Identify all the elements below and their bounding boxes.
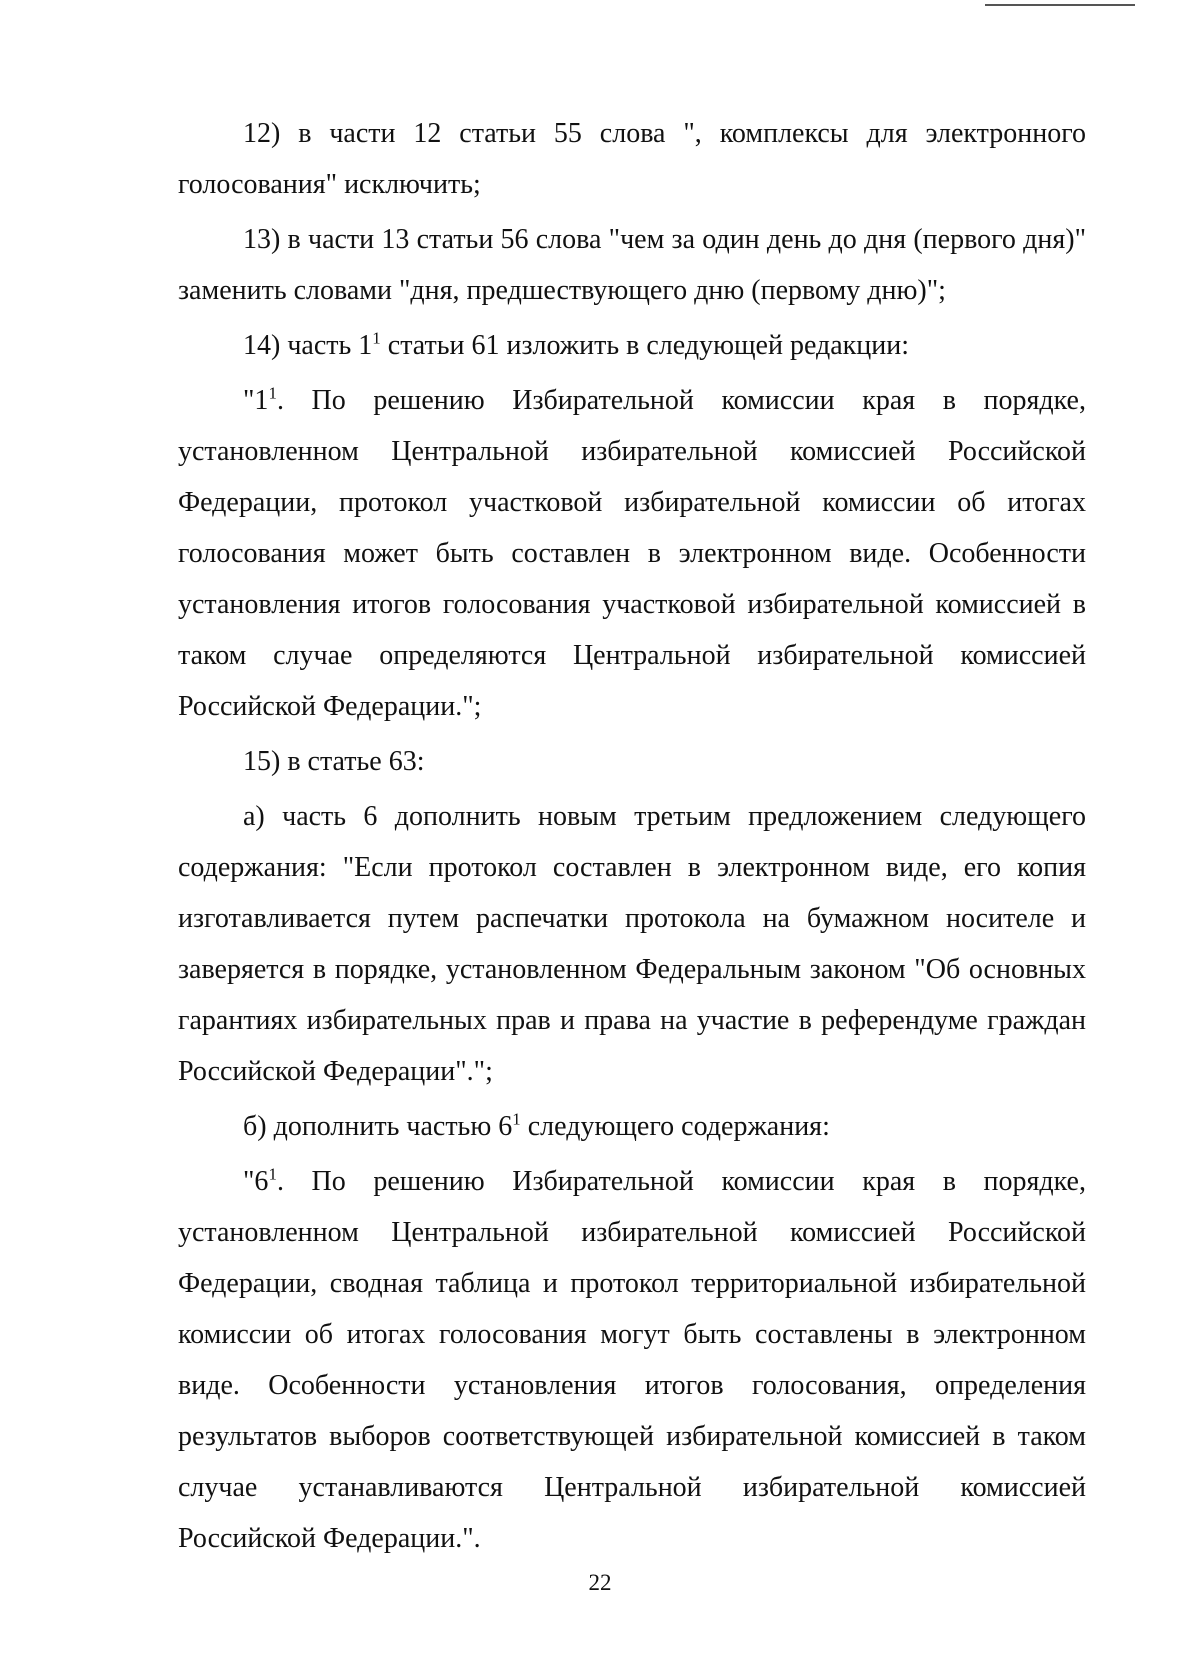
item-15-quote-superscript: 1 — [268, 1164, 277, 1184]
document-body — [178, 108, 1086, 1568]
item-14-quote-superscript: 1 — [268, 383, 277, 403]
item-15-intro-text: 15) в статье 63: — [243, 746, 425, 777]
paragraph-item-15-quote — [178, 1156, 1086, 1564]
paragraph-item-13 — [178, 214, 1086, 316]
item-14-intro-end: статьи 61 изложить в следующей редакции: — [380, 330, 910, 361]
page-number: 22 — [588, 1570, 612, 1595]
paragraph-item-15-sub-b — [178, 1101, 1086, 1152]
item-15-sub-b-end: следующего содержания: — [520, 1111, 830, 1142]
item-12-text: 12) в части 12 статьи 55 слова ", комплексы для электронного голосования" исключить; — [178, 118, 1086, 200]
paragraph-item-14-intro — [178, 320, 1086, 371]
item-15-sub-b-start: б) дополнить частью 6 — [243, 1111, 513, 1142]
item-15-sub-b-superscript: 1 — [512, 1109, 521, 1129]
item-15-quote-start: "6 — [243, 1166, 269, 1197]
paragraph-item-14-quote — [178, 375, 1086, 732]
item-13-text: 13) в части 13 статьи 56 слова "чем за один день до дня (первого дня)" заменить словами "дня, предшествующего дню (первому дню)"; — [178, 224, 1086, 306]
top-edge-rule — [985, 4, 1135, 6]
paragraph-item-15-sub-a — [178, 791, 1086, 1097]
item-14-intro-start: 14) часть 1 — [243, 330, 373, 361]
item-14-quote-start: "1 — [243, 385, 269, 416]
item-14-quote-body: . По решению Избирательной комиссии края в порядке, установленном Центральной избирательной комиссией Российской Федерации, протокол участковой избирательной комиссии об итогах голосования может быть составлен в электронном виде. Особенности установления итогов голосования участковой избирательной комиссией в таком случае определяются Центральной избирательной комиссией Российской Федерации."; — [178, 385, 1086, 722]
paragraph-item-12 — [178, 108, 1086, 210]
item-15-sub-a-text: а) часть 6 дополнить новым третьим предложением следующего содержания: "Если протокол составлен в электронном виде, его копия изготавливается путем распечатки протокола на бумажном носителе и заверяется в порядке, установленном Федеральным законом "Об основных гарантиях избирательных прав и права на участие в референдуме граждан Российской Федерации"."; — [178, 801, 1086, 1087]
item-15-quote-body: . По решению Избирательной комиссии края в порядке, установленном Центральной избирательной комиссией Российской Федерации, сводная таблица и протокол территориальной избирательной комиссии об итогах голосования могут быть составлены в электронном виде. Особенности установления итогов голосования, определения результатов выборов соответствующей избирательной комиссией в таком случае устанавливаются Центральной избирательной комиссией Российской Федерации.". — [178, 1166, 1086, 1554]
paragraph-item-15-intro — [178, 736, 1086, 787]
item-14-intro-superscript: 1 — [372, 328, 381, 348]
